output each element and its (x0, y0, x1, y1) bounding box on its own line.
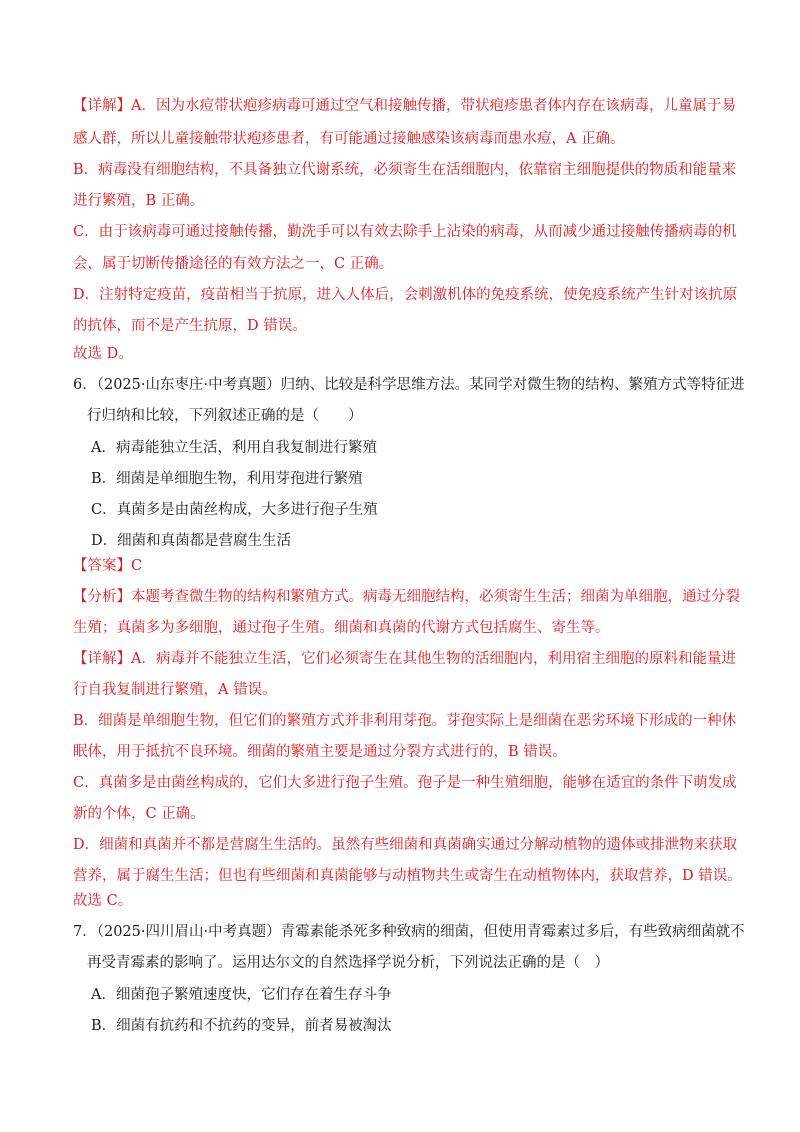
explanation-line: B．细菌是单细胞生物，但它们的繁殖方式并非利用芽孢。芽孢实际上是细菌在恶劣环境下形成的一种休 (73, 713, 737, 729)
explanation-line: D．注射特定疫苗，疫苗相当于抗原，进入人体后，会刺激机体的免疫系统，使免疫系统产生针对该抗原 (73, 287, 738, 303)
explanation-line: 进行繁殖，B 正确。 (73, 193, 205, 209)
explanation-line: 新的个体，C 正确。 (73, 806, 205, 822)
analysis-line: 生殖；真菌多为多细胞，通过孢子生殖。细菌和真菌的代谢方式包括腐生、寄生等。 (73, 620, 610, 636)
question-7-stem: 再受青霉素的影响了。运用达尔文的自然选择学说分析，下列说法正确的是（ ） (87, 955, 609, 971)
question-6-option-a: A．病毒能独立生活，利用自我复制进行繁殖 (91, 440, 377, 456)
question-7-option-b: B．细菌有抗药和不抗药的变异，前者易被淘汰 (91, 1018, 392, 1034)
answer-conclusion: 故选 D。 (73, 346, 133, 362)
explanation-line: 营养，属于腐生生活；但也有些细菌和真菌能够与动植物共生或寄生在动植物体内，获取营养，D 错误。 (73, 868, 742, 884)
explanation-line: 【详解】A．病毒并不能独立生活，它们必须寄生在其他生物的活细胞内，利用宿主细胞的原料和能量进 (73, 651, 736, 667)
explanation-line: C．真菌多是由菌丝构成的，它们大多进行孢子生殖。孢子是一种生殖细胞，能够在适宜的条件下萌发成 (73, 775, 737, 791)
question-7-stem: 7．（2025·四川眉山·中考真题）青霉素能杀死多种致病的细菌，但使用青霉素过多后，有些致病细菌就不 (73, 924, 745, 940)
explanation-line: 感人群，所以儿童接触带状疱疹患者，有可能通过接触感染该病毒而患水痘，A 正确。 (73, 131, 625, 147)
question-6-option-b: B．细菌是单细胞生物，利用芽孢进行繁殖 (91, 471, 363, 487)
explanation-line: B．病毒没有细胞结构，不具备独立代谢系统，必须寄生在活细胞内，依靠宿主细胞提供的物质和能量来 (73, 162, 737, 178)
question-7-option-a: A．细菌孢子繁殖速度快，它们存在着生存斗争 (91, 987, 392, 1003)
explanation-line: 【详解】A．因为水痘带状疱疹病毒可通过空气和接触传播，带状疱疹患者体内存在该病毒，儿童属于易 (73, 98, 736, 114)
explanation-line: D．细菌和真菌并不都是营腐生生活的。虽然有些细菌和真菌确实通过分解动植物的遗体或排泄物来获取 (73, 837, 738, 853)
question-6-stem: 行归纳和比较，下列叙述正确的是（ ） (87, 408, 363, 424)
explanation-line: 的抗体，而不是产生抗原，D 错误。 (73, 318, 307, 334)
question-6-option-c: C．真菌多是由菌丝构成，大多进行孢子生殖 (91, 502, 378, 518)
answer-label: 【答案】C (73, 558, 143, 574)
explanation-line: 行自我复制进行繁殖，A 错误。 (73, 682, 277, 698)
answer-conclusion: 故选 C。 (73, 893, 133, 909)
explanation-line: C．由于该病毒可通过接触传播，勤洗手可以有效去除手上沾染的病毒，从而减少通过接触传播病毒的机 (73, 224, 737, 240)
explanation-line: 眠体，用于抵抗不良环境。细菌的繁殖主要是通过分裂方式进行的，B 错误。 (73, 744, 567, 760)
question-6-option-d: D．细菌和真菌都是营腐生生活 (91, 533, 292, 549)
explanation-line: 会，属于切断传播途径的有效方法之一，C 正确。 (73, 256, 394, 272)
analysis-line: 【分析】本题考查微生物的结构和繁殖方式。病毒无细胞结构，必须寄生生活；细菌为单细胞，通过分裂 (73, 589, 740, 605)
question-6-stem: 6．（2025·山东枣庄·中考真题）归纳、比较是科学思维方法。某同学对微生物的结构、繁殖方式等特征进 (73, 377, 745, 393)
